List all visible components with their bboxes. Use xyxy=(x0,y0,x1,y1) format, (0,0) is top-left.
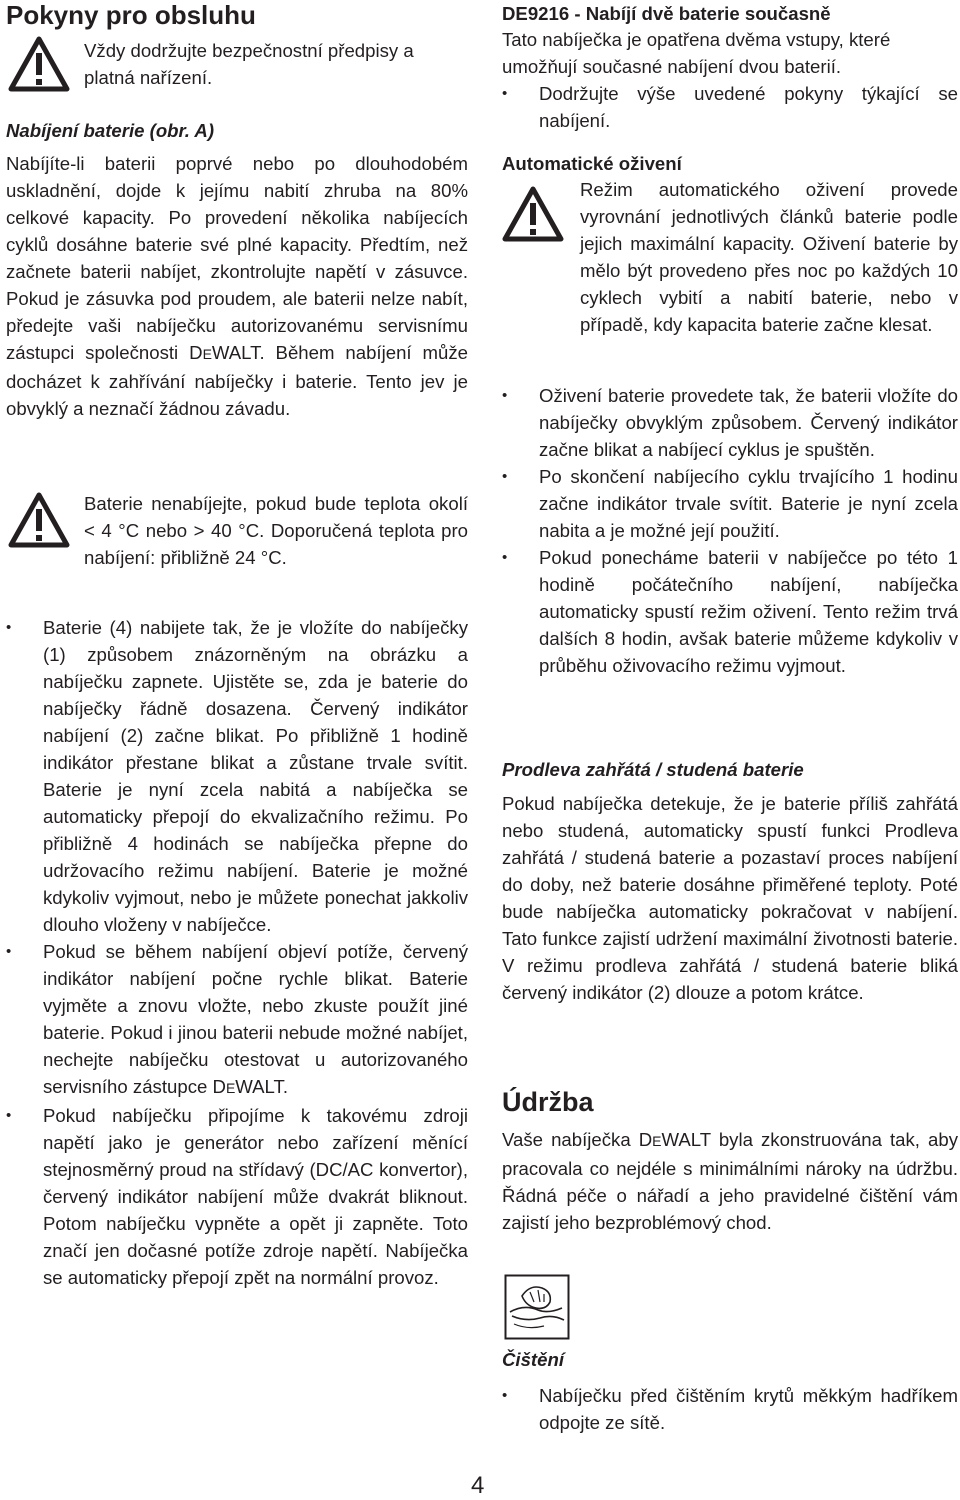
list-item: • Pokud ponecháme baterii v nabíječce po této 1 hodině počátečního nabíjení, nabíječka automaticky spustí režim oživení. Tento režim trvá dalších 8 hodin, avšak baterie můžeme kdykoliv v průběhu oživovacího režimu vyjmout. xyxy=(502,544,958,679)
delay-text: Pokud nabíječka detekuje, že je baterie příliš zahřátá nebo studená, automaticky spustí funkci Prodleva zahřátá / studená baterie a pozastaví proces nabíjení do doby, než baterie dosáhne přiměřené teploty. Poté bude nabíječka automaticky pokračovat v nabíjení. Tato funkce zajistí udržení maximální životnosti baterie. V režimu prodleva zahřátá / studená baterie bliká červený indikátor (2) dlouze a potom krátce. xyxy=(502,793,958,1003)
temperature-warning: Baterie nenabíjejte, pokud bude teplota okolí < 4 °C nebo > 40 °C. Doporučená teplota pro nabíjení: přibližně 24 °C. xyxy=(84,493,468,568)
cleaning-list xyxy=(502,1382,958,1436)
maintenance-heading: Údržba xyxy=(502,1087,594,1117)
list-item: • Pokud nabíječku připojíme k takovému zdroji napětí jako je generátor nebo zařízení měnící stejnosměrný proud na střídavý (DC/AC konvertor), červený indikátor nabíjení může dvakrát bliknout. Potom nabíječku vypněte a opět ji zapněte. Toto značí jen dočasné potíže zdroje napětí. Nabíječka se automaticky přepojí zpět na normální provoz. xyxy=(6,1102,468,1291)
revival-list xyxy=(502,382,958,679)
list-item: • Oživení baterie provedete tak, že baterii vložíte do nabíječky obvyklým způsobem. Červený indikátor začne blikat a nabíjecí cyklus je spuštěn. xyxy=(502,382,958,463)
de9216-list xyxy=(502,80,958,134)
safety-note: Vždy dodržujte bezpečnostní předpisy a platná nařízení. xyxy=(84,40,414,88)
delay-heading: Prodleva zahřátá / studená baterie xyxy=(502,759,804,780)
page-number: 4 xyxy=(471,1472,485,1499)
charging-paragraph: Nabíjíte-li baterii poprvé nebo po dlouhodobém uskladnění, dojde k jejímu nabití zhruba na 80% celkové kapacity. Po provedení několika nabíjecích cyklů dosáhne baterie své plné kapacity. Předtím, než začnete baterii nabíjet, zkontrolujte napětí v zásuvce. Pokud je zásuvka pod proudem, ale baterii nelze nabít, předejte vaši nabíječku autorizovanému servisnímu zástupci společnosti DEWALT. Během nabíjení může docházet k zahřívání nabíječky i baterie. Tento jev je obvyklý a neznačí žádnou závadu. xyxy=(6,153,468,419)
charging-heading: Nabíjení baterie (obr. A) xyxy=(6,120,215,141)
revival-warning: Režim automatického oživení provede vyrovnání jednotlivých článků baterie podle jejich maximální kapacity. Oživení baterie by mělo být provedeno přes noc po každých 10 cyklech vybití a nabití baterie, nebo v případě, kdy kapacita baterie začne klesat. xyxy=(580,179,958,335)
cleaning-icon xyxy=(504,1274,570,1345)
warning-icon xyxy=(8,36,70,97)
brand-e: E xyxy=(202,346,212,362)
list-item: • Baterie (4) nabijete tak, že je vložíte do nabíječky (1) způsobem znázorněným na obrázku a nabíječku zapnete. Ujistěte se, zda je baterie do nabíječky řádně dosazena. Červený indikátor nabíjení (2) začne blikat. Po přibližně 1 hodině indikátor přestane blikat a zůstane trvale svítit. Baterie je nyní zcela nabitá a nabíječka se automaticky přepojí do ekvalizačního režimu. Po přibližně 4 hodinách se nabíječka přepne do udržovacího režimu nabíjení. Baterie je možné kdykoliv vyjmout, nebo je můžete ponechat jakkoliv dlouho vloženy v nabíječce. xyxy=(6,614,468,938)
warning-icon xyxy=(8,492,70,553)
warning-icon xyxy=(502,186,564,247)
maintenance-text: Vaše nabíječka DEWALT byla zkonstruována tak, aby pracovala co nejdéle s minimálními nároky na údržbu. Řádná péče o nářadí a jeho pravidelné čištění vám zajistí jeho bezproblémový chod. xyxy=(502,1129,958,1233)
list-item: • Nabíječku před čištěním krytů měkkým hadříkem odpojte ze sítě. xyxy=(502,1382,958,1436)
revival-heading: Automatické oživení xyxy=(502,153,682,174)
list-item: • Po skončení nabíjecího cyklu trvajícího 1 hodinu začne indikátor trvale svítit. Baterie je nyní zcela nabita a je možné její použití. xyxy=(502,463,958,544)
list-item: • Dodržujte výše uvedené pokyny týkající se nabíjení. xyxy=(502,80,958,134)
page-title: Pokyny pro obsluhu xyxy=(6,0,256,30)
de9216-heading: DE9216 - Nabíjí dvě baterie současně xyxy=(502,3,831,24)
cleaning-heading: Čištění xyxy=(502,1349,564,1370)
de9216-text: Tato nabíječka je opatřena dvěma vstupy, které umožňují současné nabíjení dvou baterií. xyxy=(502,29,891,77)
list-item: • Pokud se během nabíjení objeví potíže, červený indikátor nabíjení počne rychle blikat. Baterie vyjměte a znovu vložte, nebo zkuste použít jiné baterie. Pokud i jinou baterii nebude možné nabíjet, nechejte nabíječku otestovat u autorizovaného servisního zástupce DEWALT. xyxy=(6,938,468,1102)
charging-steps-list xyxy=(6,614,468,1291)
